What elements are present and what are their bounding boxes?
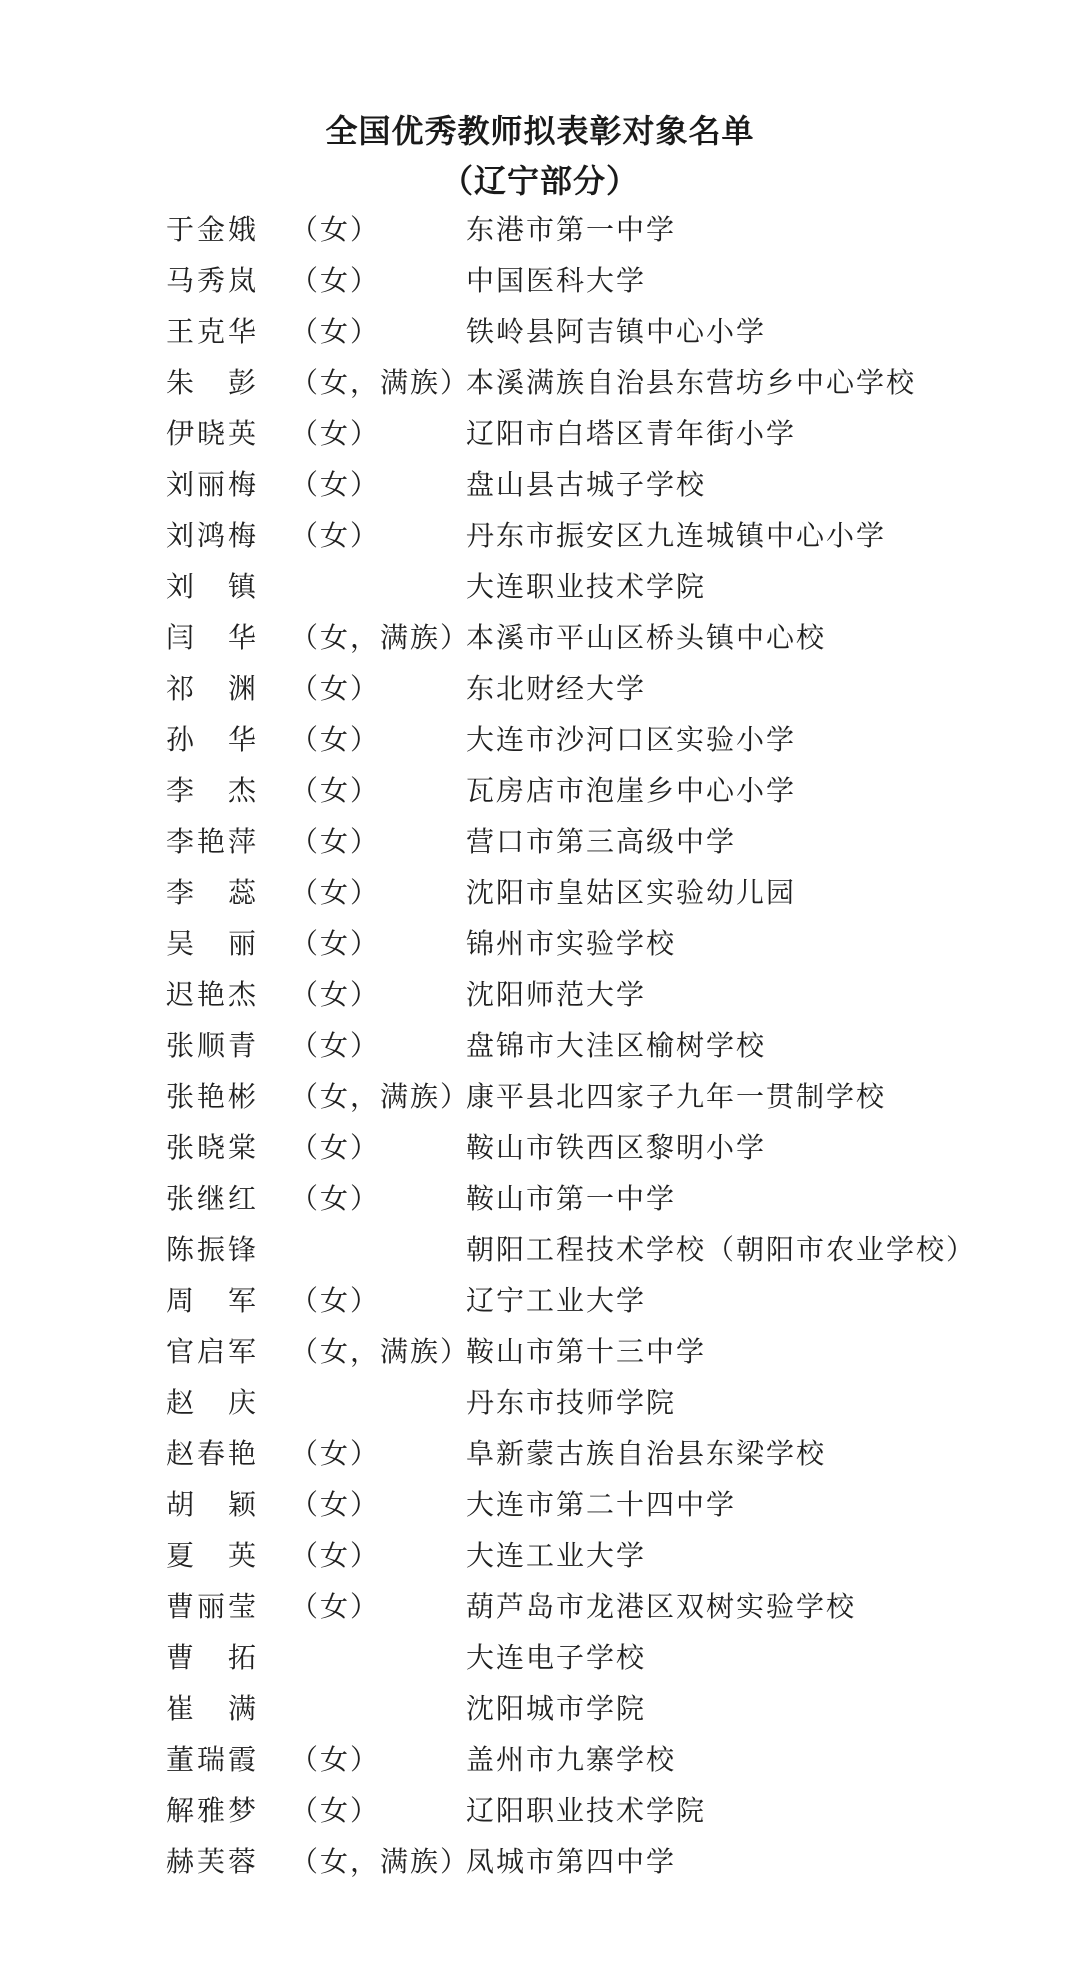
teacher-note: （女）	[290, 417, 381, 450]
teacher-name: 于金娥	[166, 213, 260, 246]
teacher-school: 大连市沙河口区实验小学	[466, 723, 797, 756]
list-item	[0, 204, 1080, 255]
teacher-school: 阜新蒙古族自治县东梁学校	[466, 1437, 827, 1470]
teacher-school: 沈阳城市学院	[466, 1692, 647, 1725]
teacher-note: （女）	[290, 1743, 381, 1776]
teacher-note: （女）	[290, 1131, 381, 1164]
list-item	[0, 1581, 1080, 1632]
teacher-note: （女，满族）	[290, 621, 471, 654]
teacher-school: 葫芦岛市龙港区双树实验学校	[466, 1590, 857, 1623]
teacher-name: 崔 满	[166, 1692, 260, 1725]
teacher-note: （女）	[290, 978, 381, 1011]
teacher-name: 吴 丽	[166, 927, 260, 960]
teacher-note: （女，满族）	[290, 366, 471, 399]
list-item	[0, 1071, 1080, 1122]
list-item	[0, 1734, 1080, 1785]
list-item	[0, 1632, 1080, 1683]
list-item	[0, 1530, 1080, 1581]
list-item	[0, 765, 1080, 816]
teacher-name: 曹 拓	[166, 1641, 260, 1674]
list-item	[0, 306, 1080, 357]
teacher-note: （女）	[290, 927, 381, 960]
teacher-name: 闫 华	[166, 621, 260, 654]
teacher-name: 赵 庆	[166, 1386, 260, 1419]
teacher-note: （女）	[290, 1029, 381, 1062]
teacher-school: 丹东市技师学院	[466, 1386, 677, 1419]
teacher-name: 夏 英	[166, 1539, 260, 1572]
teacher-name: 孙 华	[166, 723, 260, 756]
teacher-name: 胡 颖	[166, 1488, 260, 1521]
teacher-school: 辽阳职业技术学院	[466, 1794, 707, 1827]
teacher-name: 张继红	[166, 1182, 260, 1215]
teacher-name: 朱 彭	[166, 366, 260, 399]
teacher-note: （女）	[290, 1590, 381, 1623]
list-item	[0, 1785, 1080, 1836]
list-item	[0, 1428, 1080, 1479]
list-item	[0, 1683, 1080, 1734]
teacher-note: （女）	[290, 1284, 381, 1317]
teacher-school: 康平县北四家子九年一贯制学校	[466, 1080, 887, 1113]
teacher-school: 大连电子学校	[466, 1641, 647, 1674]
list-item	[0, 918, 1080, 969]
teacher-school: 辽阳市白塔区青年街小学	[466, 417, 797, 450]
teacher-name: 王克华	[166, 315, 260, 348]
teacher-name: 马秀岚	[166, 264, 260, 297]
teacher-name: 李 蕊	[166, 876, 260, 909]
teacher-school: 东港市第一中学	[466, 213, 677, 246]
teacher-note: （女）	[290, 1437, 381, 1470]
list-item	[0, 1326, 1080, 1377]
list-item	[0, 1836, 1080, 1887]
teacher-school: 朝阳工程技术学校（朝阳市农业学校）	[466, 1233, 977, 1266]
teacher-note: （女）	[290, 264, 381, 297]
teacher-school: 丹东市振安区九连城镇中心小学	[466, 519, 887, 552]
teacher-school: 本溪市平山区桥头镇中心校	[466, 621, 827, 654]
teacher-school: 锦州市实验学校	[466, 927, 677, 960]
teacher-note: （女）	[290, 1488, 381, 1521]
teacher-school: 本溪满族自治县东营坊乡中心学校	[466, 366, 917, 399]
teacher-name: 李艳萍	[166, 825, 260, 858]
page-subtitle: （辽宁部分）	[440, 162, 639, 200]
teacher-note: （女）	[290, 876, 381, 909]
teacher-name: 陈振锋	[166, 1233, 260, 1266]
teacher-school: 鞍山市第十三中学	[466, 1335, 707, 1368]
list-item	[0, 867, 1080, 918]
list-item	[0, 714, 1080, 765]
teacher-note: （女，满族）	[290, 1335, 471, 1368]
list-item	[0, 1224, 1080, 1275]
teacher-name: 刘鸿梅	[166, 519, 260, 552]
list-item	[0, 1122, 1080, 1173]
honoree-list	[0, 204, 1080, 1887]
teacher-school: 营口市第三高级中学	[466, 825, 737, 858]
teacher-note: （女，满族）	[290, 1845, 471, 1878]
teacher-school: 瓦房店市泡崖乡中心小学	[466, 774, 797, 807]
teacher-note: （女）	[290, 723, 381, 756]
list-item	[0, 969, 1080, 1020]
list-item	[0, 663, 1080, 714]
teacher-name: 张艳彬	[166, 1080, 260, 1113]
teacher-name: 赵春艳	[166, 1437, 260, 1470]
teacher-school: 中国医科大学	[466, 264, 647, 297]
teacher-note: （女）	[290, 825, 381, 858]
list-item	[0, 1479, 1080, 1530]
teacher-school: 东北财经大学	[466, 672, 647, 705]
list-item	[0, 1020, 1080, 1071]
list-item	[0, 561, 1080, 612]
teacher-name: 董瑞霞	[166, 1743, 260, 1776]
teacher-school: 大连职业技术学院	[466, 570, 707, 603]
teacher-school: 沈阳市皇姑区实验幼儿园	[466, 876, 797, 909]
list-item	[0, 612, 1080, 663]
teacher-name: 李 杰	[166, 774, 260, 807]
teacher-name: 官启军	[166, 1335, 260, 1368]
teacher-school: 铁岭县阿吉镇中心小学	[466, 315, 767, 348]
teacher-note: （女）	[290, 213, 381, 246]
teacher-school: 沈阳师范大学	[466, 978, 647, 1011]
teacher-name: 伊晓英	[166, 417, 260, 450]
teacher-note: （女）	[290, 1539, 381, 1572]
list-item	[0, 1275, 1080, 1326]
list-item	[0, 510, 1080, 561]
teacher-school: 大连工业大学	[466, 1539, 647, 1572]
list-item	[0, 357, 1080, 408]
teacher-school: 辽宁工业大学	[466, 1284, 647, 1317]
teacher-note: （女）	[290, 774, 381, 807]
teacher-name: 周 军	[166, 1284, 260, 1317]
teacher-name: 刘 镇	[166, 570, 260, 603]
teacher-name: 祁 渊	[166, 672, 260, 705]
teacher-school: 鞍山市第一中学	[466, 1182, 677, 1215]
list-item	[0, 408, 1080, 459]
teacher-name: 曹丽莹	[166, 1590, 260, 1623]
teacher-note: （女）	[290, 672, 381, 705]
teacher-school: 大连市第二十四中学	[466, 1488, 737, 1521]
page-title: 全国优秀教师拟表彰对象名单	[325, 112, 755, 150]
teacher-note: （女）	[290, 1794, 381, 1827]
teacher-note: （女）	[290, 468, 381, 501]
teacher-name: 解雅梦	[166, 1794, 260, 1827]
teacher-name: 张晓棠	[166, 1131, 260, 1164]
list-item	[0, 1377, 1080, 1428]
teacher-note: （女）	[290, 1182, 381, 1215]
teacher-school: 盘锦市大洼区榆树学校	[466, 1029, 767, 1062]
teacher-school: 凤城市第四中学	[466, 1845, 677, 1878]
teacher-note: （女）	[290, 315, 381, 348]
list-item	[0, 1173, 1080, 1224]
teacher-name: 张顺青	[166, 1029, 260, 1062]
list-item	[0, 255, 1080, 306]
teacher-name: 刘丽梅	[166, 468, 260, 501]
list-item	[0, 459, 1080, 510]
teacher-note: （女）	[290, 519, 381, 552]
teacher-name: 迟艳杰	[166, 978, 260, 1011]
teacher-school: 盘山县古城子学校	[466, 468, 707, 501]
teacher-school: 盖州市九寨学校	[466, 1743, 677, 1776]
teacher-name: 赫芙蓉	[166, 1845, 260, 1878]
teacher-school: 鞍山市铁西区黎明小学	[466, 1131, 767, 1164]
teacher-note: （女，满族）	[290, 1080, 471, 1113]
list-item	[0, 816, 1080, 867]
